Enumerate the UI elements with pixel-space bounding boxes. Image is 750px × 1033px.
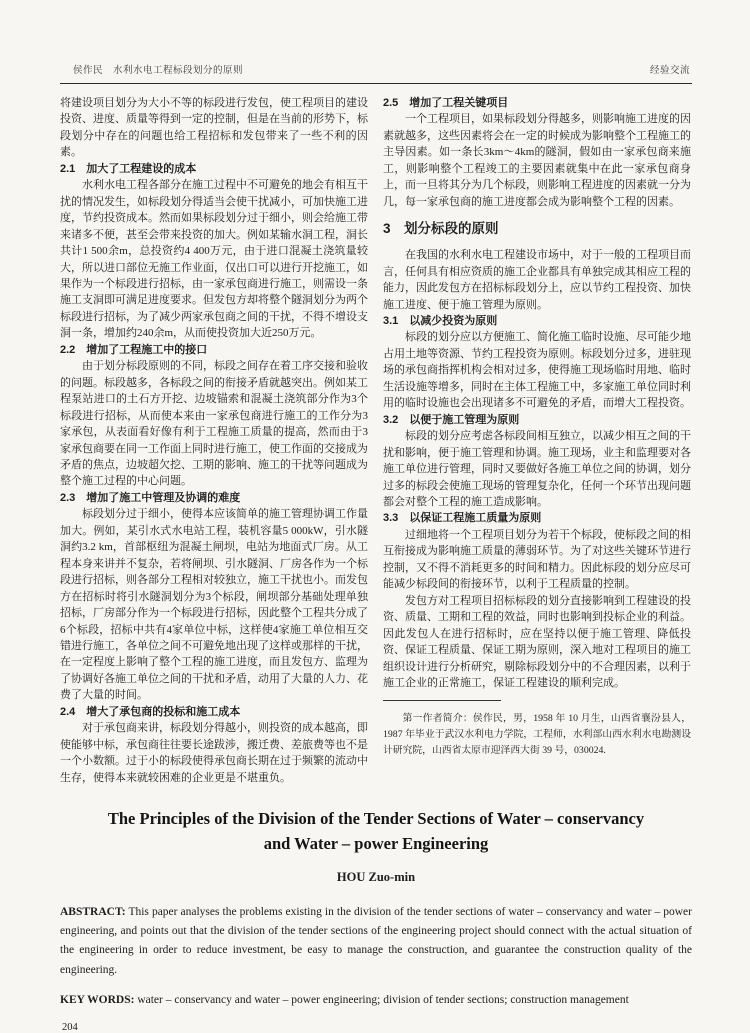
english-title bbox=[60, 806, 692, 856]
sub-heading-2-3: 2.3 增加了施工中管理及协调的难度 bbox=[60, 491, 241, 504]
paragraph: 对于承包商来讲，标段划分得越小，则投资的成本越高，即使能够中标，承包商往往要长途跋涉，搬迁费、差旅费等也不是一个小数额。过于小的标段使得承包商长期在过于频繁的流动中生存，使得本来就较困难的企业更是不堪重负。 bbox=[60, 722, 368, 784]
sub-heading-3-2: 3.2 以便于施工管理为原则 bbox=[383, 413, 520, 426]
right-column bbox=[383, 95, 691, 786]
english-author: HOU Zuo-min bbox=[336, 870, 416, 885]
sub-heading-2-1: 2.1 加大了工程建设的成本 bbox=[60, 162, 197, 175]
abstract-label: ABSTRACT: bbox=[60, 906, 126, 919]
sub-heading-2-4: 2.4 增大了承包商的投标和施工成本 bbox=[60, 705, 241, 718]
keywords bbox=[60, 991, 692, 1010]
paragraph: 标段的划分应考虑各标段间相互独立，以减少相互之间的干扰和影响，便于施工管理和协调。施工现场，业主和监理要对各施工单位进行管理，同时又要做好各施工单位之间的协调，划分过多的标段会使施工现场的管理复杂化，任何一个环节出现问题都会对整个工程的施工造成影响。 bbox=[383, 430, 691, 508]
running-head-right: 经验交流 bbox=[649, 66, 690, 76]
keywords-label: KEY WORDS: bbox=[60, 994, 135, 1007]
page-number: 204 bbox=[62, 1022, 78, 1033]
paragraph: 过细地将一个工程项目划分为若干个标段，使标段之间的相互衔接成为影响施工质量的薄弱环节。为了对这些关键环节进行控制，又不得不消耗更多的时间和精力。因此标段的划分应尽可能减少标段间的衔接环节，以利于工程质量的控制。 bbox=[383, 528, 691, 591]
two-column-body bbox=[60, 95, 692, 786]
section-heading-3: 3 划分标段的原则 bbox=[383, 221, 499, 237]
paragraph: 由于划分标段原则的不同，标段之间存在着工序交接和验收的问题。标段越多，各标段之间的衔接矛盾就越突出。例如某工程泵站进口的土石方开挖、边坡锚索和混凝土浇筑部分作为3个标段进行招标，从而使本来由一家承包商进行施工的工作分为3家承包，从表面看好像有利于工程施工质量的提高，然而由于3家承包商要在同一工作面上同时进行施工，使工作面的交接成为矛盾的焦点，边坡超欠挖、工期的影响、施工的干扰等问题成为整个施工过程的中心问题。 bbox=[60, 360, 368, 488]
author-biography-footnote: 第一作者简介：侯作民，男，1958 年 10 月生，山西省襄汾县人，1987 年毕业于武汉水利电力学院，工程师，水利部山西水利水电勘测设计研究院，山西省太原市迎泽西大街 39 号，030024. bbox=[383, 713, 691, 756]
paragraph: 标段的划分应以方便施工、简化施工临时设施、尽可能少地占用土地等资源、节约工程投资为原则。标段划分过多，进驻现场的承包商指挥机构会相对过多，使得施工现场临时用地、临时生活设施等增多，同时在主体工程施工中，多家施工单位同时利用的临时设施也会出现诸多不可避免的矛盾，而增大工程投资。 bbox=[383, 331, 691, 410]
sub-heading-3-3: 3.3 以保证工程施工质量为原则 bbox=[383, 512, 542, 525]
abstract bbox=[60, 903, 692, 980]
running-head bbox=[60, 62, 692, 76]
paragraph: 一个工程项目，如果标段划分得越多，则影响施工进度的因素就越多，这些因素将会在一定的时候成为影响整个工程施工的主导因素。如一条长3km～4km的隧洞，假如由一家承包商来施工，则影响整个工程竣工的主要因素就集中在此一家承包商身上，而一旦将其分为几个标段，则影响工程进度的因素就一分为几，每一家承包商的施工进度都会成为影响整个工程的因素。 bbox=[383, 113, 691, 208]
sub-heading-2-2: 2.2 增加了工程施工中的接口 bbox=[60, 343, 208, 356]
footnote-rule bbox=[383, 700, 501, 701]
sub-heading-2-5: 2.5 增加了工程关键项目 bbox=[383, 97, 509, 109]
abstract-text: This paper analyses the problems existing in the division of the tender sections of water – conservancy and water – power engineering, and points out that the division of the tender sections of the engineering project should connect with the actual situation of the engineering in order to reduce investment, be easy to manage the construction, and guarantee the construction quality of the engineering. bbox=[60, 906, 692, 976]
running-head-left: 侯作民 水利水电工程标段划分的原则 bbox=[73, 66, 244, 76]
paragraph: 发包方对工程项目招标标段的划分直接影响到工程建设的投资、质量、工期和工程的效益，同时也影响到投标企业的利益。因此发包人在进行招标时，应在坚持以便于施工管理、降低投资、保证工程质量、保证工期为原则，深入地对工程项目的施工组织设计进行分析研究，剔除标段划分中的不合理因素，以利于施工企业的正常施工，保证工程建设的顺利完成。 bbox=[383, 594, 691, 689]
paragraph: 水利水电工程各部分在施工过程中不可避免的地会有相互干扰的情况发生，如标段划分得适当会使干扰减小，可加快施工进度，节约投资成本。然而如果标段划分过于细小，则会给施工带来诸多不便，甚至会带来投资的加大。例如某输水洞工程，洞长共计1 500余m，总投资约4 400万元，由于进口混凝土浇筑量较大，所以进口部位无施工作业面，仅出口可以进行开挖施工，如果作为一个标段进行招标，由一家承包商进行施工，则需设一条施工支洞即可满足进度要求。但发包方却将整个隧洞划分为两个标段进行招标，为了减少两家承包商之间的干扰，不得不增设支洞一条，增加约240余m，从而使投资加大近250万元。 bbox=[60, 179, 368, 340]
header-rule bbox=[60, 83, 692, 84]
english-title-line2: and Water – power Engineering bbox=[263, 834, 489, 854]
english-title-line1: The Principles of the Division of the Tender Sections of Water – conservancy bbox=[107, 809, 645, 829]
left-column bbox=[60, 95, 368, 786]
paragraph: 在我国的水利水电工程建设市场中，对于一般的工程项目而言，任何具有相应资质的施工企业都具有单独完成其相应工程的能力，因此发包方在招标标段划分上，应以节约工程投资、加快施工进度、便于施工管理为原则。 bbox=[383, 249, 691, 311]
keywords-text: water – conservancy and water – power engineering; division of tender sections; construction management bbox=[137, 994, 629, 1007]
paragraph: 标段划分过于细小，使得本应该简单的施工管理协调工作量加大。例如，某引水式水电站工程，装机容量5 000kW，引水隧洞约3.2 km，首部枢纽为混凝土闸坝，电站为地面式厂房。从工程本身来讲并不复杂，若将闸坝、引水隧洞、厂房各作为一个标段进行招标，则各部分工程相对较独立，施工干扰也小。而发包方在招标时将引水隧洞划分为3个标段，闸坝部分基础处理单独招标，厂房部分作为一个标段进行招标，因此整个工程共分成了6个标段，招标中共有4家单位中标，这样使4家施工单位相互交错进行施工，各单位之间不可避免地出现了这样或那样的干扰，在一定程度上影响了整个工程的施工进度，而且发包方、监理为了协调好各施工单位之间的干扰和矛盾，动用了大量的人力、花费了大量的时间。 bbox=[60, 508, 368, 702]
paragraph: 将建设项目划分为大小不等的标段进行发包，使工程项目的建设投资、进度、质量等得到一定的控制，但是在当前的形势下，标段划分中存在的问题也给工程招标和发包带来了一些不利的因素。 bbox=[60, 97, 368, 159]
sub-heading-3-1: 3.1 以减少投资为原则 bbox=[383, 314, 498, 327]
